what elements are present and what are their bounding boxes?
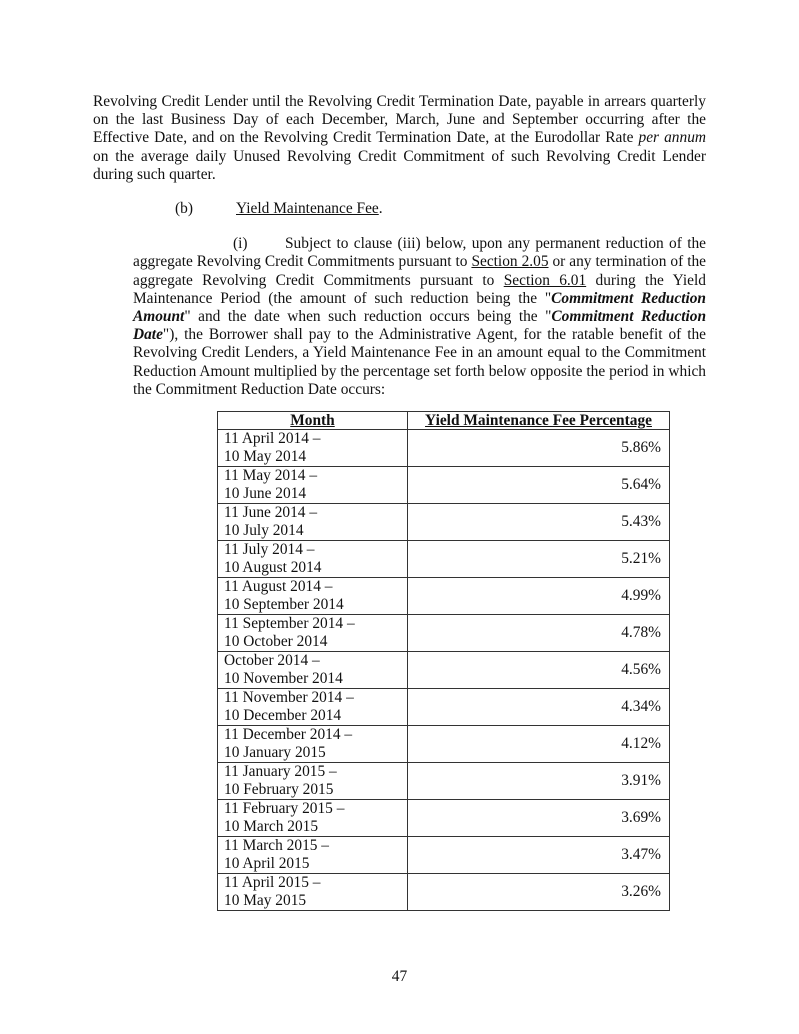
table-row bbox=[218, 430, 670, 467]
table-row bbox=[218, 837, 670, 874]
defined-term: Commitment Reduction Amount bbox=[133, 289, 706, 326]
percentage-cell: 4.34% bbox=[408, 689, 670, 726]
table-row bbox=[218, 615, 670, 652]
month-cell bbox=[218, 689, 408, 726]
month-cell bbox=[218, 578, 408, 615]
subsection-title: Yield Maintenance Fee bbox=[236, 200, 379, 218]
period-end: 10 June 2014 bbox=[224, 485, 307, 503]
section-reference: Section 6.01 bbox=[503, 271, 587, 289]
table-row bbox=[218, 578, 670, 615]
period-start: 11 January 2015 – bbox=[224, 763, 337, 781]
section-reference: Section 2.05 bbox=[471, 253, 549, 271]
text: or any termination of the aggregate Revolving Credit Commitments pursuant to bbox=[133, 253, 706, 289]
period-start: 11 February 2015 – bbox=[224, 800, 345, 818]
period-end: 10 May 2014 bbox=[224, 448, 307, 466]
yield-maintenance-fee-table bbox=[217, 411, 670, 911]
percentage-cell: 4.12% bbox=[408, 726, 670, 763]
text: " and the date when such reduction occurs being the " bbox=[184, 308, 552, 326]
period-end: 10 January 2015 bbox=[224, 744, 326, 762]
period-start: 11 September 2014 – bbox=[224, 615, 355, 633]
month-cell bbox=[218, 541, 408, 578]
percentage-cell: 3.69% bbox=[408, 800, 670, 837]
period-end: 10 March 2015 bbox=[224, 818, 319, 836]
period-end: 10 February 2015 bbox=[224, 781, 334, 799]
text: on the average daily Unused Revolving Credit Commitment of such Revolving Credit Lender during such quarter. bbox=[93, 147, 706, 183]
clause-i-paragraph bbox=[133, 235, 706, 399]
period-start: October 2014 – bbox=[224, 652, 320, 670]
percentage-cell: 3.26% bbox=[408, 874, 670, 911]
percentage-cell: 5.86% bbox=[408, 430, 670, 467]
period-start: 11 June 2014 – bbox=[224, 504, 318, 522]
period-start: 11 August 2014 – bbox=[224, 578, 333, 596]
italic-text: per annum bbox=[638, 129, 706, 147]
period-end: 10 August 2014 bbox=[224, 559, 322, 577]
page-body bbox=[93, 93, 706, 911]
table-row bbox=[218, 800, 670, 837]
month-cell bbox=[218, 430, 408, 467]
month-cell bbox=[218, 800, 408, 837]
table-header-row bbox=[218, 412, 670, 430]
period-start: 11 November 2014 – bbox=[224, 689, 354, 707]
month-cell bbox=[218, 726, 408, 763]
month-cell bbox=[218, 763, 408, 800]
period: . bbox=[378, 200, 383, 218]
header-percentage: Yield Maintenance Fee Percentage bbox=[408, 412, 670, 430]
period-end: 10 September 2014 bbox=[224, 596, 344, 614]
period-end: 10 May 2015 bbox=[224, 892, 307, 910]
period-start: 11 May 2014 – bbox=[224, 467, 318, 485]
table-row bbox=[218, 763, 670, 800]
page-number: 47 bbox=[391, 968, 408, 985]
period-end: 10 April 2015 bbox=[224, 855, 310, 873]
percentage-cell: 3.91% bbox=[408, 763, 670, 800]
header-month: Month bbox=[218, 412, 408, 430]
period-end: 10 July 2014 bbox=[224, 522, 304, 540]
period-start: 11 April 2015 – bbox=[224, 874, 321, 892]
clause-label: (i) bbox=[233, 235, 248, 253]
percentage-cell: 4.99% bbox=[408, 578, 670, 615]
text: Revolving Credit Lender until the Revolving Credit Termination Date, payable in arrears quarterly on the last Business Day of each December, March, June and September occurring after the Effective Date, and on the Revolving Credit Termination Date, at the Eurodollar Rate bbox=[93, 93, 706, 147]
period-end: 10 November 2014 bbox=[224, 670, 343, 688]
table-row bbox=[218, 689, 670, 726]
table-row bbox=[218, 541, 670, 578]
period-start: 11 March 2015 – bbox=[224, 837, 330, 855]
period-end: 10 December 2014 bbox=[224, 707, 342, 725]
percentage-cell: 5.64% bbox=[408, 467, 670, 504]
period-end: 10 October 2014 bbox=[224, 633, 328, 651]
text: Subject to clause (iii) below, upon any permanent reduction of the aggregate Revolving Credit Commitments pursuant to bbox=[133, 235, 706, 271]
month-cell bbox=[218, 837, 408, 874]
subsection-label: (b) bbox=[175, 200, 193, 218]
month-cell bbox=[218, 504, 408, 541]
table-row bbox=[218, 874, 670, 911]
month-cell bbox=[218, 652, 408, 689]
defined-term: Commitment Reduction Date bbox=[133, 308, 707, 344]
table-row bbox=[218, 504, 670, 541]
paragraph-revolving-credit bbox=[93, 93, 706, 184]
period-start: 11 December 2014 – bbox=[224, 726, 353, 744]
month-cell bbox=[218, 874, 408, 911]
text: "), the Borrower shall pay to the Administrative Agent, for the ratable benefit of the Revolving Credit Lenders, a Yield Maintenance Fee in an amount equal to the Commitment Reduction Amount multiplied by the percentage set forth below opposite the period in which the Commitment Reduction Date occurs: bbox=[133, 326, 706, 398]
table-row bbox=[218, 467, 670, 504]
month-cell bbox=[218, 467, 408, 504]
percentage-cell: 5.21% bbox=[408, 541, 670, 578]
period-start: 11 July 2014 – bbox=[224, 541, 315, 559]
month-cell bbox=[218, 615, 408, 652]
subsection-heading bbox=[175, 200, 706, 218]
percentage-cell: 3.47% bbox=[408, 837, 670, 874]
table-row bbox=[218, 726, 670, 763]
table-row bbox=[218, 652, 670, 689]
percentage-cell: 4.56% bbox=[408, 652, 670, 689]
percentage-cell: 5.43% bbox=[408, 504, 670, 541]
text: during the Yield Maintenance Period (the amount of such reduction being the " bbox=[133, 271, 706, 307]
percentage-cell: 4.78% bbox=[408, 615, 670, 652]
period-start: 11 April 2014 – bbox=[224, 430, 321, 448]
